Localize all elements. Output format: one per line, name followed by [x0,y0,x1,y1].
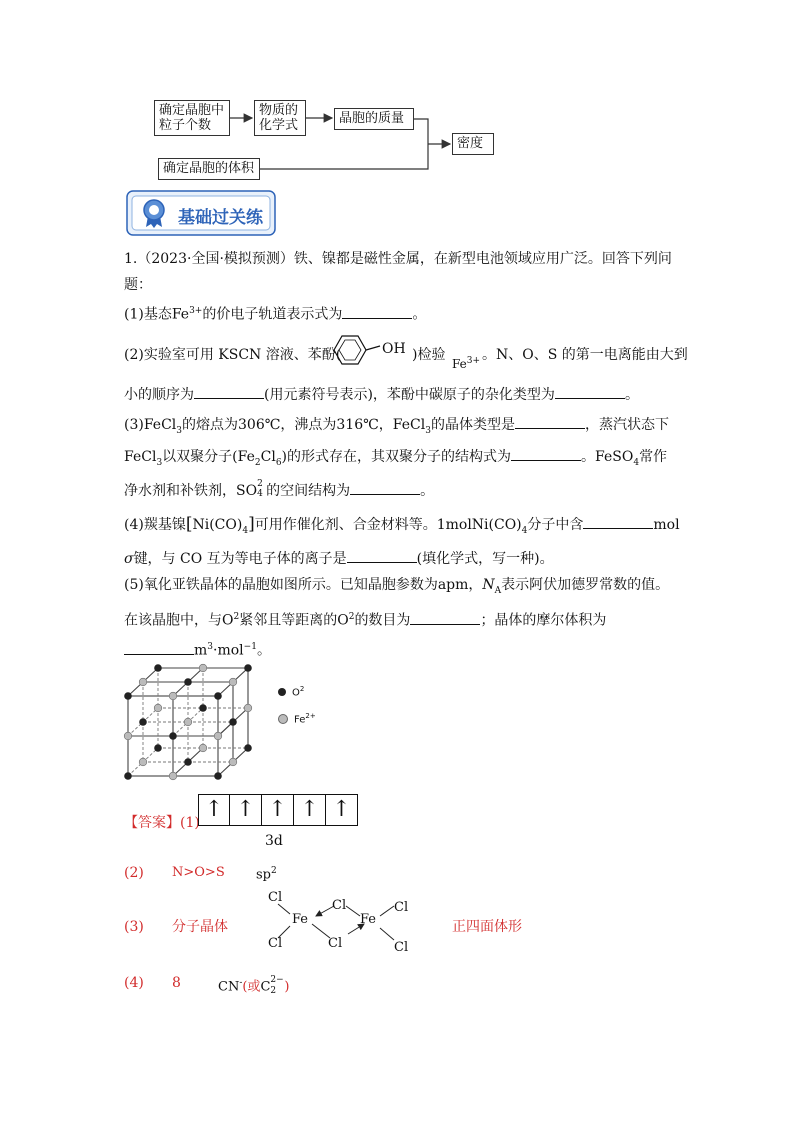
banner-title: 基础过关练 [178,208,263,228]
atom-fe: Fe [360,912,377,927]
flow-box-particle-count: 确定晶胞中 粒子个数 [154,100,230,136]
orbital-box: ↑ [326,794,358,826]
light-sphere-icon [278,714,288,724]
part2-line1b: OH [382,341,406,357]
part3-line1: (3)FeCl$_3$的熔点为306℃，沸点为316℃，FeCl$_3$的晶体类型是 ，蒸汽状态下 [124,414,669,440]
answer-4-val1: 8 [172,975,181,991]
answer-3-num: (3) [124,919,144,935]
atom-cl: Cl [328,936,343,951]
question-intro-line2: 题： [124,277,152,293]
question-intro-line1: 1.（2023·全国·模拟预测）铁、镍都是磁性金属，在新型电池领域应用广泛。回答下列问 [124,251,672,267]
orbital-box: ↑ [262,794,294,826]
part2-line2: 小的顺序为 (用元素符号表示)，苯酚中碳原子的杂化类型为 。 [124,384,639,404]
answer-2-val1: N>O>S [172,865,225,880]
part4-line2: σ键，与 CO 互为等电子体的离子是 (填化学式，写一种)。 [124,548,554,568]
flow-box-density: 密度 [452,133,494,155]
part5-line3: $m^3\cdot mol^{-1}$。 [124,638,271,660]
orbital-label: 3d [265,833,283,849]
atom-cl: Cl [394,900,409,915]
part1: (1)基态$Fe^{3+}$的价电子轨道表示式为 。 [124,302,426,324]
orbital-box: ↑ [294,794,326,826]
part5-line1: (5)氧化亚铁晶体的晶胞如图所示。已知晶胞参数为apm，$N_A$表示阿伏加德罗常数的值。 [124,577,670,596]
orbital-box: ↑ [230,794,262,826]
part3-line3: 净水剂和补铁剂，SO 2 4 的空间结构为 。 [124,479,435,499]
legend-o: $O^2$ [278,685,304,698]
answer-2-val2: $sp^2$ [256,866,277,883]
atom-cl: Cl [268,936,283,951]
part2-line1e: 。N、O、S 的第一电离能由大到 [482,347,688,363]
dimer-structure [256,890,426,960]
part5-line2: 在该晶胞中，与$O^2$紧邻且等距离的$O^2$的数目为 ；晶体的摩尔体积为 [124,608,606,630]
flow-arrows [0,0,800,200]
part2-line1: (2)实验室可用 KSCN 溶液、苯酚( [124,347,342,363]
medal-icon [140,198,168,228]
dark-sphere-icon [278,688,286,696]
atom-cl: Cl [394,940,409,955]
answer-4-num: (4) [124,975,144,991]
answer-2-num: (2) [124,865,144,881]
flow-box-mass: 晶胞的质量 [334,108,414,130]
part3-line2: FeCl$_3$以双聚分子$(Fe_2Cl_6)$的形式存在，其双聚分子的结构式为 。FeSO$_4$常作 [124,446,667,472]
orbital-diagram [198,794,358,826]
answer-blank [342,304,412,319]
atom-fe: Fe [292,912,309,927]
phenol-structure [322,330,382,370]
answer-3-val3: 正四面体形 [452,919,522,935]
legend-fe: $Fe^{2+}$ [278,712,316,725]
part4-line1: (4)羰基镍$[Ni(CO)_4]$可用作催化剂、合金材料等。$1molNi(CO)_4$分子中含 mol [124,514,680,536]
section-banner [126,190,276,236]
answer-4-val2: CN-(或C 2− 2 ) [218,974,290,996]
answer-3-val1: 分子晶体 [172,919,228,935]
atom-cl: Cl [332,898,347,913]
answer-label: 【答案】(1) [124,815,200,831]
crystal-cell-diagram [118,660,268,782]
atom-cl: Cl [268,890,283,905]
flow-box-formula: 物质的 化学式 [254,100,306,136]
flow-box-volume: 确定晶胞的体积 [158,158,260,180]
part2-line1c: )检验 [412,347,446,363]
orbital-box: ↑ [198,794,230,826]
part2-line1d: $Fe^{3+}$ [452,356,481,371]
